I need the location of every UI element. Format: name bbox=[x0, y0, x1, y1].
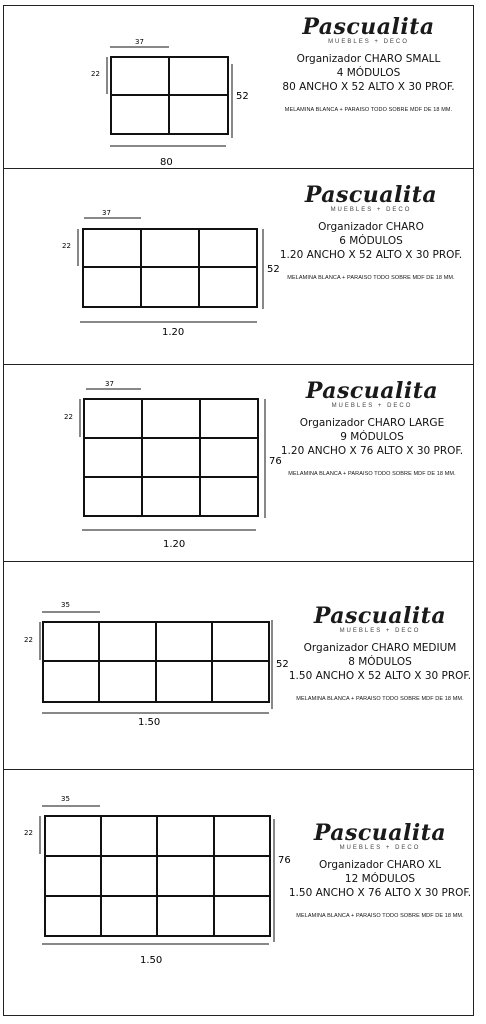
cell-height-label: 22 bbox=[62, 242, 71, 250]
product-material: MELAMINA BLANCA + PARAISO TODO SOBRE MDF DE 18 MM. bbox=[287, 275, 455, 281]
cell-height-label: 22 bbox=[24, 636, 33, 644]
product-dimensions: 1.50 ANCHO X 76 ALTO X 30 PROF. bbox=[288, 887, 472, 899]
furniture-diagram bbox=[4, 6, 304, 170]
total-width-label: 80 bbox=[160, 157, 173, 168]
brand-tagline: MUEBLES + DECO bbox=[328, 39, 409, 45]
product-material: MELAMINA BLANCA + PARAISO TODO SOBRE MDF DE 18 MM. bbox=[296, 696, 464, 702]
product-info bbox=[288, 822, 472, 919]
brand-tagline: MUEBLES + DECO bbox=[339, 845, 421, 851]
cell-width-label: 37 bbox=[135, 38, 144, 46]
brand-tagline: MUEBLES + DECO bbox=[331, 403, 413, 409]
brand-logo: Pascualita bbox=[304, 182, 438, 208]
brand-tagline: MUEBLES + DECO bbox=[339, 628, 421, 634]
product-modules: 8 MÓDULOS bbox=[348, 656, 412, 668]
product-dimensions: 1.20 ANCHO X 52 ALTO X 30 PROF. bbox=[279, 249, 463, 261]
product-info bbox=[266, 16, 471, 113]
cell-height-label: 22 bbox=[91, 70, 100, 78]
product-panel-xl bbox=[3, 769, 474, 1016]
product-dimensions: 1.20 ANCHO X 76 ALTO X 30 PROF. bbox=[280, 445, 464, 457]
product-panel-medium bbox=[3, 561, 474, 770]
product-title: Organizador CHARO bbox=[318, 221, 424, 233]
furniture-outline bbox=[84, 399, 258, 516]
total-height-label: 52 bbox=[276, 659, 289, 670]
product-info bbox=[274, 380, 470, 477]
total-height-label: 76 bbox=[269, 456, 282, 467]
product-modules: 9 MÓDULOS bbox=[340, 431, 404, 443]
product-material: MELAMINA BLANCA + PARAISO TODO SOBRE MDF DE 18 MM. bbox=[288, 471, 456, 477]
brand-logo: Pascualita bbox=[305, 378, 439, 404]
product-panel-small bbox=[3, 5, 474, 169]
total-width-label: 1.50 bbox=[138, 717, 161, 728]
cell-width-label: 37 bbox=[102, 209, 111, 217]
cell-width-label: 35 bbox=[61, 601, 70, 609]
product-modules: 6 MÓDULOS bbox=[339, 235, 403, 247]
product-title: Organizador CHARO MEDIUM bbox=[303, 642, 457, 654]
furniture-diagram bbox=[4, 169, 304, 366]
product-title: Organizador CHARO XL bbox=[318, 859, 442, 871]
product-panel-charo bbox=[3, 168, 474, 365]
brand-tagline: MUEBLES + DECO bbox=[330, 207, 412, 213]
product-modules: 4 MÓDULOS bbox=[336, 67, 401, 79]
brand-logo: Pascualita bbox=[313, 603, 447, 629]
total-height-label: 52 bbox=[267, 264, 280, 275]
total-height-label: 76 bbox=[278, 855, 291, 866]
product-material: MELAMINA BLANCA + PARAISO TODO SOBRE MDF DE 18 MM. bbox=[296, 913, 464, 919]
cell-width-label: 35 bbox=[61, 795, 70, 803]
product-panel-large bbox=[3, 364, 474, 562]
total-height-label: 52 bbox=[236, 91, 249, 102]
cell-height-label: 22 bbox=[64, 413, 73, 421]
product-title: Organizador CHARO LARGE bbox=[299, 417, 445, 429]
brand-logo: Pascualita bbox=[302, 14, 435, 40]
furniture-diagram bbox=[4, 562, 304, 771]
total-width-label: 1.20 bbox=[163, 539, 186, 550]
total-width-label: 1.50 bbox=[140, 955, 163, 966]
product-material: MELAMINA BLANCA + PARAISO TODO SOBRE MDF DE 18 MM. bbox=[284, 107, 453, 113]
product-dimensions: 80 ANCHO X 52 ALTO X 30 PROF. bbox=[282, 81, 455, 93]
product-modules: 12 MÓDULOS bbox=[344, 873, 416, 885]
cell-height-label: 22 bbox=[24, 829, 33, 837]
cell-width-label: 37 bbox=[105, 380, 114, 388]
product-info bbox=[288, 605, 472, 702]
product-dimensions: 1.50 ANCHO X 52 ALTO X 30 PROF. bbox=[288, 670, 472, 682]
furniture-diagram bbox=[4, 365, 304, 563]
furniture-diagram bbox=[4, 770, 304, 1017]
product-info bbox=[272, 184, 470, 281]
total-width-label: 1.20 bbox=[162, 327, 185, 338]
product-title: Organizador CHARO SMALL bbox=[296, 53, 441, 65]
brand-logo: Pascualita bbox=[313, 820, 447, 846]
